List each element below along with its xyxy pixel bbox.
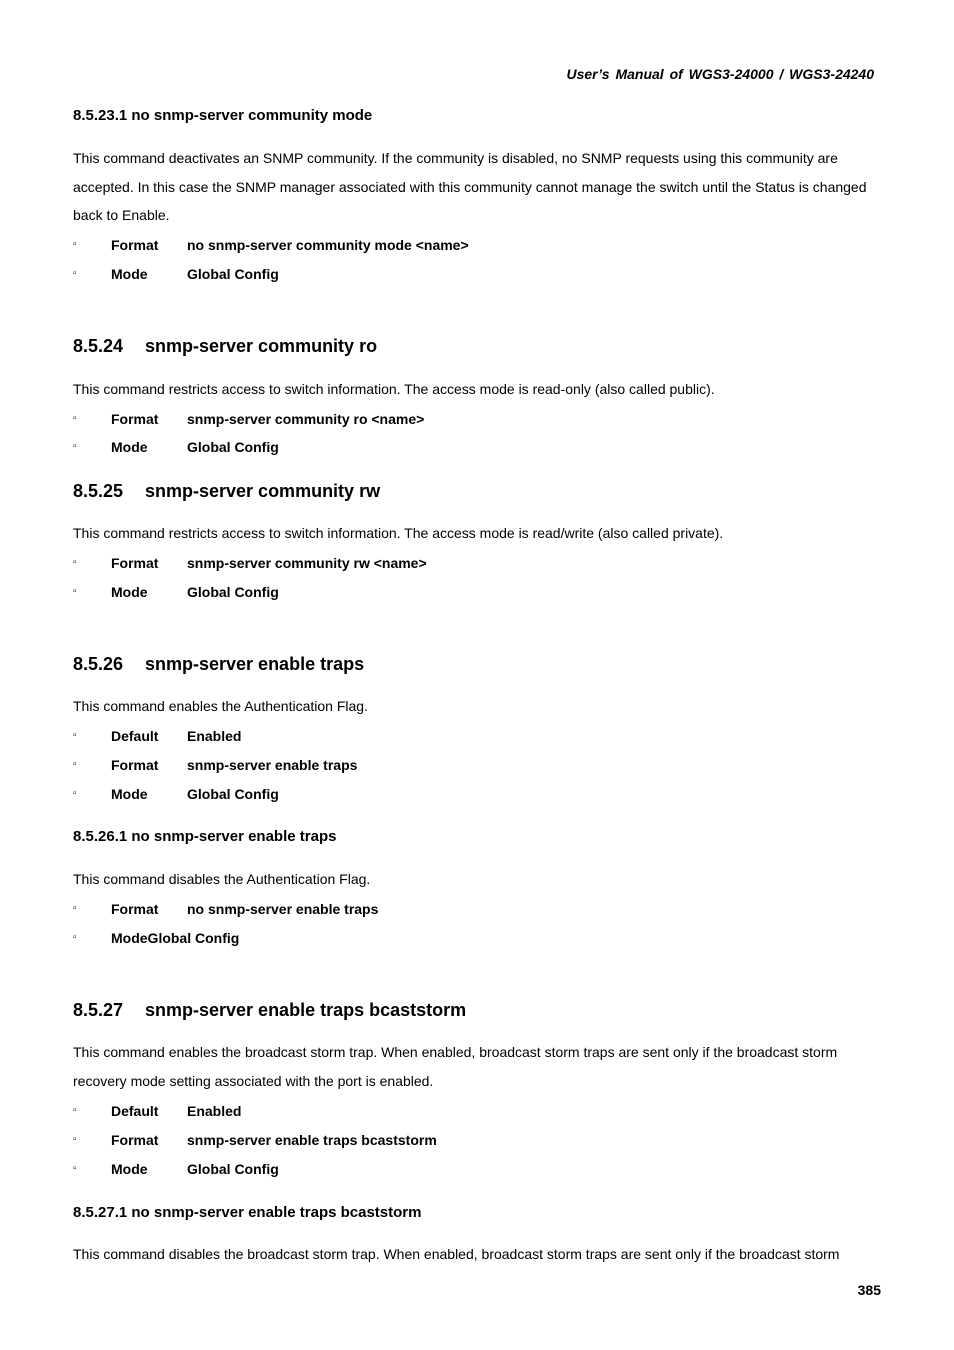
item-value: snmp-server enable traps bbox=[187, 757, 358, 773]
section-heading bbox=[73, 336, 377, 357]
paragraph: This command restricts access to switch information. The access mode is read-only (also called public). bbox=[73, 381, 715, 397]
item-label: Mode bbox=[111, 266, 148, 282]
subsection-title: 8.5.26.1 no snmp-server enable traps bbox=[73, 828, 337, 845]
item-label: Default bbox=[111, 728, 159, 744]
bullet-icon: ▫ bbox=[73, 730, 77, 741]
item-label: ModeGlobal Config bbox=[111, 930, 240, 946]
item-label: Mode bbox=[111, 786, 148, 802]
bullet-icon: ▫ bbox=[73, 1105, 77, 1116]
section-heading bbox=[73, 1000, 466, 1021]
item-label: Mode bbox=[111, 439, 148, 455]
bullet-icon: ▫ bbox=[73, 239, 77, 250]
section-heading bbox=[73, 654, 364, 675]
item-value: snmp-server community ro <name> bbox=[187, 411, 425, 427]
bullet-icon: ▫ bbox=[73, 586, 77, 597]
item-label: Mode bbox=[111, 584, 148, 600]
section-number: 8.5.26 bbox=[73, 654, 124, 674]
section-title: snmp-server community ro bbox=[145, 336, 378, 356]
item-value: Global Config bbox=[187, 266, 279, 282]
subsection-title: 8.5.23.1 no snmp-server community mode bbox=[73, 107, 373, 124]
paragraph: This command deactivates an SNMP community. If the community is disabled, no SNMP requests using this community are accepted. In this case the SNMP manager associated with this community cannot manage the switch until the Status is changed back to Enable. bbox=[73, 150, 867, 224]
item-value: Global Config bbox=[187, 1161, 279, 1177]
item-value: Enabled bbox=[187, 1103, 242, 1119]
paragraph: This command disables the broadcast storm trap. When enabled, broadcast storm traps are sent only if the broadcast storm bbox=[73, 1246, 840, 1262]
item-label: Format bbox=[111, 1132, 159, 1148]
bullet-icon: ▫ bbox=[73, 413, 77, 424]
item-label: Format bbox=[111, 757, 159, 773]
item-value: no snmp-server enable traps bbox=[187, 901, 379, 917]
item-value: Global Config bbox=[187, 786, 279, 802]
paragraph: This command disables the Authentication Flag. bbox=[73, 871, 371, 887]
bullet-icon: ▫ bbox=[73, 1134, 77, 1145]
paragraph: This command enables the Authentication Flag. bbox=[73, 698, 368, 714]
item-value: Global Config bbox=[187, 439, 279, 455]
bullet-icon: ▫ bbox=[73, 1163, 77, 1174]
item-label: Format bbox=[111, 411, 159, 427]
bullet-icon: ▫ bbox=[73, 557, 77, 568]
bullet-icon: ▫ bbox=[73, 932, 77, 943]
page-number: 385 bbox=[857, 1282, 881, 1298]
bullet-icon: ▫ bbox=[73, 268, 77, 279]
item-label: Default bbox=[111, 1103, 159, 1119]
section-number: 8.5.24 bbox=[73, 336, 124, 356]
section-title: snmp-server enable traps bcaststorm bbox=[145, 1000, 467, 1020]
item-label: Format bbox=[111, 901, 159, 917]
section-title: snmp-server community rw bbox=[145, 481, 381, 501]
bullet-icon: ▫ bbox=[73, 903, 77, 914]
bullet-icon: ▫ bbox=[73, 788, 77, 799]
section-number: 8.5.25 bbox=[73, 481, 124, 501]
subsection-title: 8.5.27.1 no snmp-server enable traps bcaststorm bbox=[73, 1204, 422, 1221]
item-label: Format bbox=[111, 555, 159, 571]
running-header: User’s Manual of WGS3-24000 / WGS3-24240 bbox=[566, 66, 874, 82]
item-label: Format bbox=[111, 237, 159, 253]
item-label: Mode bbox=[111, 1161, 148, 1177]
section-number: 8.5.27 bbox=[73, 1000, 124, 1020]
section-heading bbox=[73, 481, 380, 502]
item-value: Global Config bbox=[187, 584, 279, 600]
item-value: snmp-server community rw <name> bbox=[187, 555, 427, 571]
item-value: Enabled bbox=[187, 728, 242, 744]
item-value: no snmp-server community mode <name> bbox=[187, 237, 469, 253]
bullet-icon: ▫ bbox=[73, 759, 77, 770]
item-value: snmp-server enable traps bcaststorm bbox=[187, 1132, 437, 1148]
paragraph: This command enables the broadcast storm trap. When enabled, broadcast storm traps are sent only if the broadcast storm recovery mode setting associated with the port is enabled. bbox=[73, 1044, 838, 1089]
section-title: snmp-server enable traps bbox=[145, 654, 365, 674]
bullet-icon: ▫ bbox=[73, 441, 77, 452]
paragraph: This command restricts access to switch information. The access mode is read/write (also called private). bbox=[73, 525, 724, 541]
